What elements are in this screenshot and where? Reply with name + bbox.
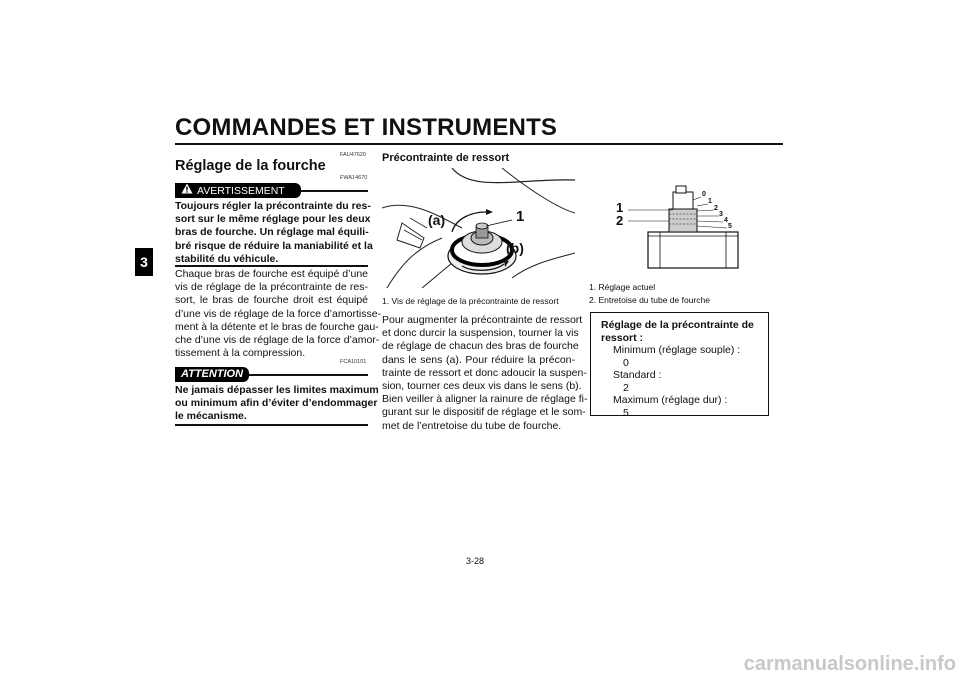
attention-badge: ATTENTION [175, 367, 249, 382]
warning-end-rule [175, 265, 368, 267]
spec-std-value: 2 [623, 381, 629, 394]
chapter-tab: 3 [135, 248, 153, 276]
warning-line: sort sur le même réglage pour les deux [175, 213, 371, 226]
fork-adjuster-figure [382, 168, 575, 288]
figure-caption-1: 1. Réglage actuel [589, 282, 656, 292]
section-title: Réglage de la fourche [175, 158, 326, 174]
scale-mark-4: 4 [724, 217, 728, 224]
figure-label-a: (a) [428, 212, 446, 228]
page-header-title: COMMANDES ET INSTRUMENTS [175, 114, 558, 141]
figure-label-2: 2 [616, 213, 624, 228]
attention-end-rule [175, 424, 368, 426]
attention-line: ou minimum afin d’éviter d’endommager [175, 397, 378, 410]
body-line: sort, le bras de fourche droit est équipé [175, 294, 368, 307]
attention-text [175, 384, 379, 424]
subsection-title: Précontrainte de ressort [382, 152, 510, 164]
warning-line: bré risque de réduire la maniabilité et la [175, 239, 373, 252]
attention-rule [249, 374, 368, 376]
spring-preload-scale-figure [610, 180, 760, 280]
watermark: carmanualsonline.info [743, 653, 956, 675]
attention-line: le mécanisme. [175, 410, 247, 423]
figure-caption: 1. Vis de réglage de la précontrainte de ressort [382, 296, 559, 306]
body-line: tissement à la compression. [175, 347, 306, 360]
figure-label-b: (b) [506, 240, 524, 256]
body-line: trainte de ressort et donc adoucir la suspen- [382, 366, 587, 379]
figure-label-1: 1 [516, 208, 525, 225]
body-paragraph [175, 268, 382, 360]
spec-min-value: 0 [623, 356, 629, 369]
figure-caption-2: 2. Entretoise du tube de fourche [589, 295, 710, 305]
body-line: vis de réglage de la précontrainte de res- [175, 281, 368, 294]
warning-rule [301, 190, 368, 192]
page-number: 3-28 [466, 556, 485, 566]
warning-line: Toujours régler la précontrainte du res- [175, 200, 371, 212]
body-line: Pour augmenter la précontrainte de ressort [382, 314, 583, 326]
reference-code: FWA14670 [340, 175, 368, 181]
reference-code: FCA10101 [340, 359, 367, 365]
attention-line: Ne jamais dépasser les limites maximum [175, 384, 379, 396]
spec-title-line: Réglage de la précontrainte de [601, 319, 754, 331]
spec-max-label: Maximum (réglage dur) : [613, 394, 728, 406]
body-line: de réglage de chacun des bras de fourche [382, 340, 579, 353]
body-paragraph [382, 314, 588, 433]
spec-max-value: 5 [623, 406, 629, 419]
warning-line: bras de fourche. Un réglage mal équili- [175, 226, 369, 239]
spec-title-line: ressort : [601, 331, 644, 344]
body-line: Chaque bras de fourche est équipé d’une [175, 268, 368, 280]
scale-mark-2: 2 [714, 205, 718, 212]
header-rule [175, 143, 783, 145]
scale-mark-1: 1 [708, 198, 712, 205]
scale-mark-3: 3 [719, 211, 723, 218]
body-line: et donc durcir la suspension, tourner la vis [382, 327, 579, 340]
body-line: d’une vis de réglage de la force d’amortisse- [175, 307, 382, 320]
warning-text [175, 200, 373, 266]
body-line: Bien veiller à aligner la rainure de réglage fi- [382, 393, 588, 406]
figure-label-1: 1 [616, 200, 624, 215]
specification-box [590, 312, 769, 419]
body-line: met de l’entretoise du tube de fourche. [382, 419, 562, 432]
reference-code: FAU47620 [340, 152, 366, 158]
body-line: ment à la détente et le bras de fourche gau- [175, 320, 379, 333]
body-line: dans le sens (a). Pour réduire la précon- [382, 353, 575, 366]
body-line: gurant sur le dispositif de réglage et le som- [382, 406, 586, 419]
scale-mark-5: 5 [728, 223, 732, 230]
body-line: che d’une vis de réglage de la force d’amor- [175, 334, 380, 347]
warning-label: AVERTISSEMENT [197, 184, 285, 197]
body-line: sion, tourner ces deux vis dans le sens (b). [382, 380, 582, 393]
warning-line: stabilité du véhicule. [175, 252, 279, 265]
warning-badge [175, 183, 301, 198]
scale-mark-0: 0 [702, 191, 706, 198]
spec-std-label: Standard : [613, 369, 662, 381]
spec-min-label: Minimum (réglage souple) : [613, 344, 741, 356]
warning-triangle-icon [181, 183, 193, 199]
